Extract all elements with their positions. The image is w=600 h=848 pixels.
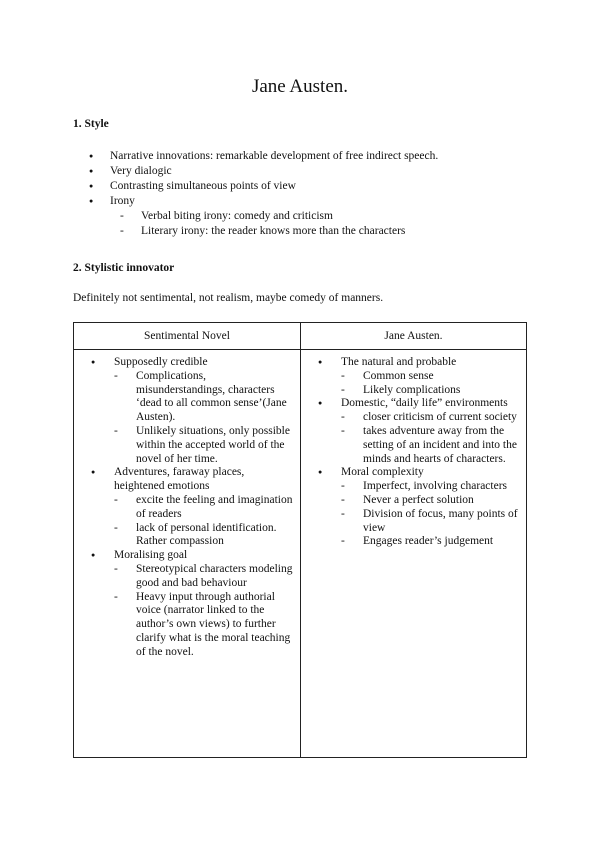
- list-item: [91, 549, 294, 659]
- column-header-jane-austen: Jane Austen.: [301, 323, 527, 350]
- list-item: ● Very dialogic: [89, 164, 549, 179]
- list-item: [318, 466, 520, 549]
- sub-list-item: - Likely complications: [341, 384, 520, 398]
- sub-list-item: - Literary irony: the reader knows more than the characters: [120, 224, 549, 239]
- column-header-sentimental-novel: Sentimental Novel: [74, 323, 301, 350]
- sub-list-item: - lack of personal identification. Rather compassion: [114, 522, 294, 550]
- page-title: Jane Austen.: [251, 76, 349, 97]
- list-item-label: The natural and probable: [341, 356, 457, 368]
- sub-list-item: - excite the feeling and imagination of readers: [114, 494, 294, 522]
- list-item-label: Irony: [110, 195, 135, 207]
- section-heading-style: 1. Style: [73, 118, 109, 130]
- sub-list-item: - Unlikely situations, only possible within the accepted world of the novel of her time.: [114, 425, 294, 466]
- list-item-label: Adventures, faraway places, heightened emotions: [114, 466, 245, 493]
- list-item: ● Narrative innovations: remarkable development of free indirect speech.: [89, 149, 549, 164]
- style-list: [89, 149, 549, 239]
- sub-list-item: - Division of focus, many points of view: [341, 508, 520, 536]
- list-item: [89, 194, 549, 239]
- sub-list-item: - Heavy input through authorial voice (narrator linked to the author’s own views) to further clarify what is the moral teaching of the novel.: [114, 591, 294, 660]
- list-item: [318, 397, 520, 466]
- sub-list-item: - Engages reader’s judgement: [341, 535, 520, 549]
- list-item: [318, 356, 520, 397]
- sub-list-item: - Stereotypical characters modeling good and bad behaviour: [114, 563, 294, 591]
- sub-list-item: - Never a perfect solution: [341, 494, 520, 508]
- sub-list-item: - Complications, misunderstandings, characters ‘dead to all common sense’(Jane Austen).: [114, 370, 294, 425]
- sub-list-item: - Common sense: [341, 370, 520, 384]
- sub-list-item: - closer criticism of current society: [341, 411, 520, 425]
- list-item-label: Moralising goal: [114, 549, 188, 562]
- list-item: ● Contrasting simultaneous points of view: [89, 179, 549, 194]
- sub-list-item: - Verbal biting irony: comedy and criticism: [120, 209, 549, 224]
- list-item-label: Supposedly credible: [114, 356, 208, 368]
- list-item: [91, 466, 294, 549]
- list-item-label: Moral complexity: [341, 466, 424, 479]
- list-item-label: Domestic, “daily life” environments: [341, 397, 508, 410]
- sub-list-item: - Imperfect, involving characters: [341, 480, 520, 494]
- jane-austen-cell: [301, 350, 527, 758]
- comparison-table: [73, 322, 527, 758]
- sentimental-novel-cell: [74, 350, 301, 758]
- intro-paragraph: Definitely not sentimental, not realism, maybe comedy of manners.: [73, 292, 384, 304]
- list-item: [91, 356, 294, 466]
- sub-list-item: - takes adventure away from the setting of an incident and into the minds and hearts of characters.: [341, 425, 520, 466]
- irony-sublist: [120, 209, 549, 239]
- section-heading-innovator: 2. Stylistic innovator: [73, 262, 175, 274]
